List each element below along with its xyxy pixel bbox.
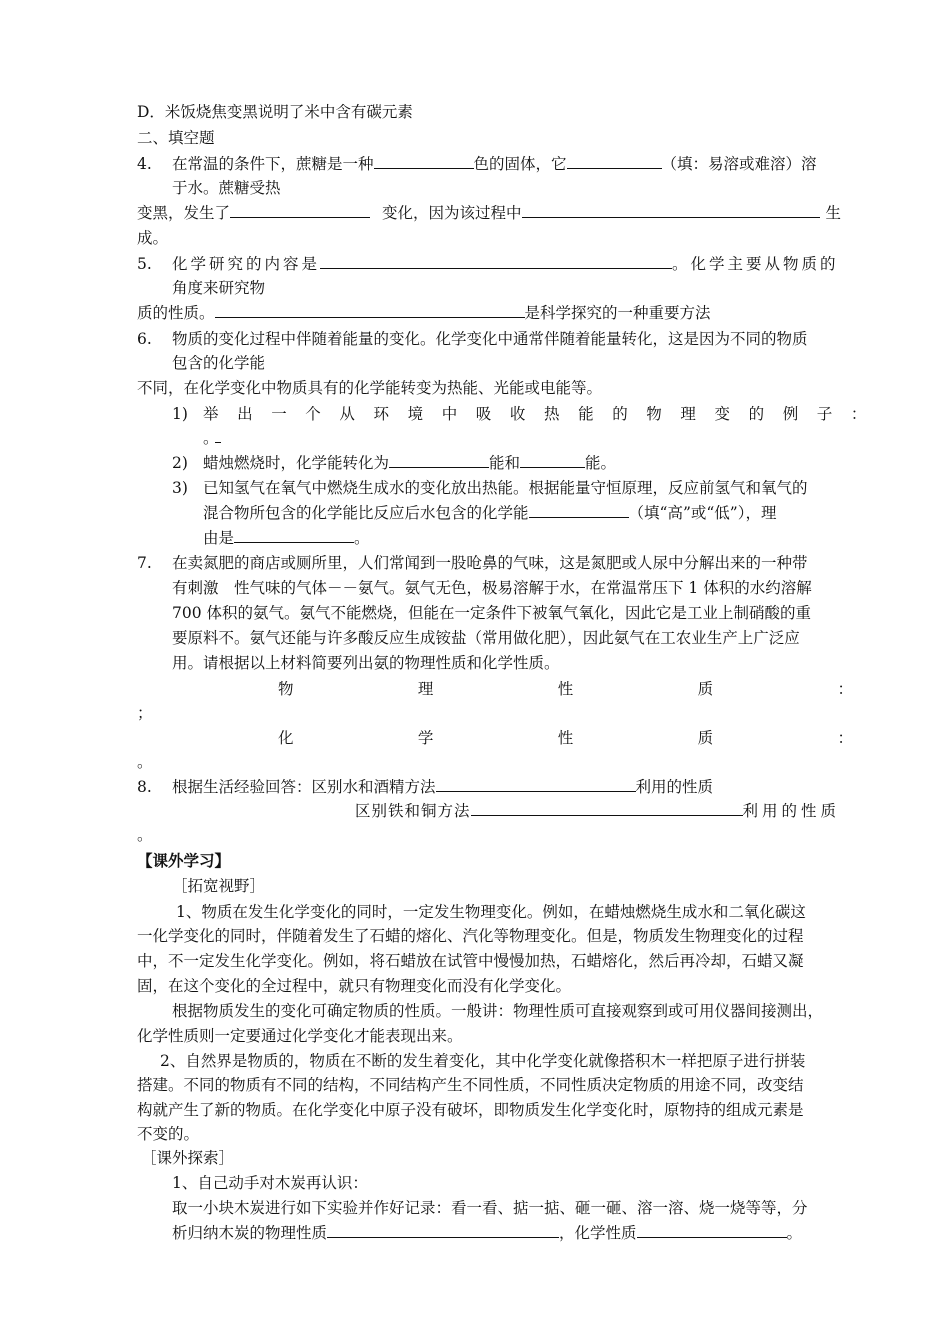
q7-chemical-answer-end: 。 [137, 753, 153, 771]
question-7-line-1: 在卖氮肥的商店或厕所里，人们常闻到一股呛鼻的气味，这是氮肥或人尿中分解出来的一种带 [172, 554, 808, 572]
q4-blank-change-type[interactable] [230, 203, 370, 218]
paragraph-3-line-4: 不变的。 [137, 1125, 200, 1143]
q5-text-e: 是科学探究的一种重要方法 [524, 304, 711, 322]
explore-text-c: 。 [786, 1224, 803, 1242]
q6-sub-3-line-3 [203, 528, 370, 548]
q6-sub-2-c: 能。 [585, 454, 617, 472]
question-4-line-3 [137, 203, 841, 223]
paragraph-3-line-2: 搭建。不同的物质有不同的结构，不同结构产生不同性质，不同性质决定物质的用途不同，改变结 [137, 1076, 804, 1094]
q7-chem-char: ： [837, 729, 853, 747]
q8-text-c: 区别铁和铜方法 [355, 802, 471, 820]
explore-answer-line [172, 1223, 802, 1243]
q4-blank-reason[interactable] [522, 203, 820, 218]
question-5-number: 5. [137, 255, 152, 273]
q4-text-e: 变黑，发生了 [137, 204, 231, 222]
q5-blank-method[interactable] [215, 303, 525, 318]
question-6-line-1: 物质的变化过程中伴随着能量的变化。化学变化中通常伴随着能量转化，这是因为不同的物质 [172, 330, 808, 348]
paragraph-2-line-1: 根据物质发生的变化可确定物质的性质。一般讲：物理性质可直接观察到或可用仪器间接测出， [172, 1002, 824, 1020]
q8-blank-iron-copper[interactable] [471, 801, 743, 816]
q4-blank-color[interactable] [374, 154, 474, 169]
q6-sub-3-b: 混合物所包含的化学能比反应后水包含的化学能 [203, 504, 529, 522]
question-5-line-3 [137, 303, 711, 323]
q6-sub-3-number: 3) [172, 479, 188, 497]
q4-text-g: 生 [825, 204, 842, 222]
q6-sub-2-a: 蜡烛燃烧时，化学能转化为 [203, 454, 390, 472]
q6-sub-2-text [203, 453, 616, 473]
explore-text-a: 析归纳木炭的物理性质 [172, 1224, 328, 1242]
question-6-line-3: 不同，在化学变化中物质具有的化学能转变为热能、光能或电能等。 [137, 379, 603, 397]
question-5-line-2: 角度来研究物 [172, 279, 266, 297]
question-8-line-2 [355, 801, 840, 821]
q6-sub-3-d: 由是 [203, 529, 235, 547]
question-4-line-2: 于水。蔗糖受热 [172, 179, 281, 197]
question-8-line-1 [172, 777, 713, 797]
q6-sub-3-e: 。 [354, 529, 370, 547]
question-4-line-1 [172, 154, 817, 174]
q6-sub-2-blank-2[interactable] [520, 453, 585, 468]
explore-text-b: ，化学性质 [559, 1224, 637, 1242]
q4-text-a: 在常温的条件下，蔗糖是一种 [172, 155, 374, 173]
extra-learning-heading: 【课外学习】 [137, 852, 231, 870]
question-4-number: 4. [137, 155, 152, 173]
q7-phys-char: 物 [278, 680, 294, 698]
q4-text-f: 变化，因为该过程中 [382, 204, 522, 222]
q7-physical-properties-row [278, 679, 853, 699]
q7-phys-char: 性 [557, 680, 574, 698]
question-5-line-1 [172, 254, 839, 274]
q6-sub-3-blank-2[interactable] [234, 528, 354, 543]
q8-text-d: 利用的性质 [742, 802, 841, 820]
question-7-number: 7. [137, 554, 152, 572]
question-8-number: 8. [137, 778, 152, 796]
question-6-number: 6. [137, 330, 152, 348]
q7-phys-char: 理 [417, 680, 434, 698]
question-7-line-4: 要原料不。氨气还能与许多酸反应生成铵盐（常用做化肥），因此氨气在工农业生产上广泛应 [172, 629, 800, 647]
q6-sub-1-text: 举出一个从环境中吸收热能的物理变的例子： [203, 405, 886, 423]
q7-chem-char: 学 [417, 729, 434, 747]
extra-explore-heading: ［课外探索］ [141, 1149, 235, 1167]
paragraph-2-line-2: 化学性质则一定要通过化学变化才能表现出来。 [137, 1027, 463, 1045]
question-8-end: 。 [137, 826, 153, 844]
q7-chem-char: 性 [557, 729, 574, 747]
q6-sub-3-blank-1[interactable] [529, 503, 629, 518]
paragraph-3-line-1: 2、自然界是物质的，物质在不断的发生着变化，其中化学变化就像搭积木一样把原子进行拼装 [160, 1052, 806, 1070]
explore-blank-physical[interactable] [327, 1223, 559, 1238]
q5-blank-content[interactable] [320, 254, 672, 269]
q6-sub-1-blank[interactable] [215, 428, 221, 443]
q6-sub-2-b: 能和 [489, 454, 521, 472]
section-fill-blank-heading: 二、填空题 [137, 129, 215, 147]
q5-text-d: 质的性质。 [137, 304, 215, 322]
q6-sub-1-end: 。 [203, 429, 219, 447]
question-4-line-4: 成。 [137, 229, 169, 247]
q7-phys-char: ： [837, 680, 853, 698]
q8-text-a: 根据生活经验回答：区别水和酒精方法 [172, 778, 436, 796]
q4-text-c: （填：易溶或难溶）溶 [661, 155, 817, 173]
question-7-line-3: 700 体积的氨气。氨气不能燃烧，但能在一定条件下被氧气氧化，因此它是工业上制硝酸的重 [172, 604, 812, 622]
q7-physical-answer-end: ； [137, 704, 153, 722]
q8-text-b: 利用的性质 [635, 778, 714, 796]
question-6-line-2: 包含的化学能 [172, 354, 266, 372]
question-7-line-5: 用。请根据以上材料简要列出氨的物理性质和化学性质。 [172, 654, 560, 672]
q7-chemical-properties-row [278, 728, 853, 748]
q4-blank-solubility[interactable] [567, 154, 662, 169]
broaden-horizons-heading: ［拓宽视野］ [172, 877, 266, 895]
q6-sub-3-line-1: 已知氢气在氧气中燃烧生成水的变化放出热能。根据能量守恒原理，反应前氢气和氧气的 [203, 479, 808, 497]
q6-sub-1-number: 1) [172, 405, 188, 423]
q7-phys-char: 质 [697, 680, 714, 698]
explore-item-1: 1、自己动手对木炭再认识： [172, 1174, 368, 1192]
q6-sub-3-c: （填“高”或“低”），理 [628, 504, 777, 522]
q6-sub-2-number: 2) [172, 454, 188, 472]
q5-text-a: 化学研究的内容是 [172, 255, 321, 273]
q7-chem-char: 质 [697, 729, 714, 747]
q6-sub-2-blank-1[interactable] [389, 453, 489, 468]
q6-sub-1-line-2 [203, 428, 221, 448]
explore-instructions: 取一小块木炭进行如下实验并作好记录：看一看、掂一掂、砸一砸、溶一溶、烧一烧等等，分 [172, 1199, 808, 1217]
option-d-text: D．米饭烧焦变黑说明了米中含有碳元素 [137, 103, 413, 121]
q5-text-b: 。化学主要从物质的 [672, 255, 839, 273]
question-7-line-2: 有刺激 性气味的气体－－氨气。氨气无色，极易溶解于水，在常温常压下 1 体积的水约溶解 [172, 579, 812, 597]
q8-blank-water-alcohol[interactable] [436, 777, 636, 792]
paragraph-1-line-1: 1、物质在发生化学变化的同时，一定发生物理变化。例如，在蜡烛燃烧生成水和二氧化碳这 [176, 903, 806, 921]
paragraph-1-line-2: 一化学变化的同时，伴随着发生了石蜡的熔化、汽化等物理变化。但是，物质发生物理变化的过程 [137, 927, 804, 945]
q4-text-b: 色的固体，它 [473, 155, 567, 173]
paragraph-1-line-4: 固，在这个变化的全过程中，就只有物理变化而没有化学变化。 [137, 977, 572, 995]
explore-blank-chemical[interactable] [637, 1223, 787, 1238]
paragraph-1-line-3: 中，不一定发生化学变化。例如，将石蜡放在试管中慢慢加热，石蜡熔化，然后再冷却，石蜡又凝 [137, 952, 804, 970]
paragraph-3-line-3: 构就产生了新的物质。在化学变化中原子没有破坏，即物质发生化学变化时，原物持的组成元素是 [137, 1101, 804, 1119]
q7-chem-char: 化 [278, 729, 294, 747]
q6-sub-3-line-2 [203, 503, 776, 523]
